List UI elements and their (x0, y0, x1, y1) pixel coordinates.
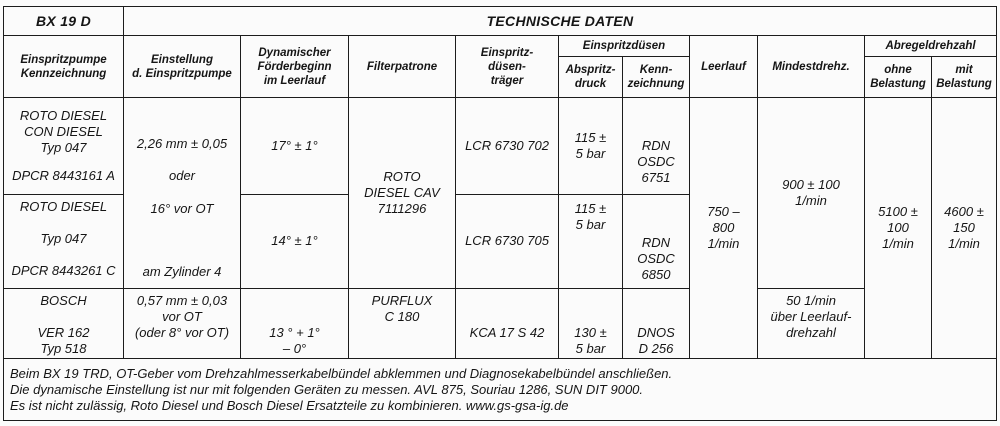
header-setting: Einstellung d. Einspritzpumpe (124, 36, 241, 98)
title-row (4, 7, 997, 36)
header-marking: Kenn- zeichnung (623, 57, 690, 98)
with-load-cell: 4600 ± 150 1/min (932, 98, 997, 359)
dynamic-cell-r1: 17° ± 1° (241, 98, 349, 195)
pump-cell-r1: ROTO DIESEL CON DIESEL Typ 047 DPCR 8443161 A (4, 98, 124, 195)
min-speed-cell: 900 ± 100 1/min (758, 98, 865, 289)
marking-cell-r1: RDN OSDC 6751 (623, 98, 690, 195)
marking-cell-r2: RDN OSDC 6850 (623, 194, 690, 289)
header-carrier: Einspritz- düsen- träger (456, 36, 559, 98)
header-no-load: ohne Belastung (865, 57, 932, 98)
table-row (4, 289, 997, 359)
carrier-cell-r2: LCR 6730 705 (456, 194, 559, 289)
notes-row (4, 359, 997, 421)
header-nozzles: Einspritzdüsen (559, 36, 690, 57)
pump-cell-r2: ROTO DIESEL Typ 047 DPCR 8443261 C (4, 194, 124, 289)
header-filter: Filterpatrone (349, 36, 456, 98)
pump-cell-r3: BOSCH VER 162 Typ 518 (4, 289, 124, 359)
dynamic-cell-r2: 14° ± 1° (241, 194, 349, 289)
pressure-cell-r3: 130 ± 5 bar (559, 289, 623, 359)
header-min-speed: Mindestdrehz. (758, 36, 865, 98)
setting-cell-r3: 0,57 mm ± 0,03 vor OT (oder 8° vor OT) (124, 289, 241, 359)
note-line: Die dynamische Einstellung ist nur mit folgenden Geräten zu messen. AVL 875, Souriau 1286, SUN DIT 9000. (10, 381, 644, 397)
technical-data-table (3, 6, 997, 421)
idle-cell: 750 – 800 1/min (690, 98, 758, 359)
header-cutoff: Abregeldrehzahl (865, 36, 997, 57)
filter-cell-r3: PURFLUX C 180 (349, 289, 456, 359)
filter-cell: ROTO DIESEL CAV 7111296 (349, 98, 456, 289)
model-cell: BX 19 D (4, 7, 124, 36)
header-pressure: Abspritz- druck (559, 57, 623, 98)
table-title: TECHNISCHE DATEN (124, 7, 997, 36)
setting-cell: 2,26 mm ± 0,05 oder 16° vor OT am Zylinder 4 (124, 98, 241, 289)
header-pump: Einspritzpumpe Kennzeichnung (4, 36, 124, 98)
header-with-load: mit Belastung (932, 57, 997, 98)
min-speed-cell-r3: 50 1/min über Leerlauf- drehzahl (758, 289, 865, 359)
marking-cell-r3: DNOS D 256 (623, 289, 690, 359)
carrier-cell-r1: LCR 6730 702 (456, 98, 559, 195)
carrier-cell-r3: KCA 17 S 42 (456, 289, 559, 359)
table-row (4, 98, 997, 195)
notes-cell (4, 359, 997, 421)
dynamic-cell-r3: 13 ° + 1° – 0° (241, 289, 349, 359)
header-row-1 (4, 36, 997, 57)
no-load-cell: 5100 ± 100 1/min (865, 98, 932, 359)
note-line: Beim BX 19 TRD, OT-Geber vom Drehzahlmesserkabelbündel abklemmen und Diagnosekabelbündel anschließen. (10, 365, 673, 381)
pressure-cell-r1: 115 ± 5 bar (559, 98, 623, 195)
header-idle: Leerlauf (690, 36, 758, 98)
header-dynamic: Dynamischer Förderbeginn im Leerlauf (241, 36, 349, 98)
pressure-cell-r2: 115 ± 5 bar (559, 194, 623, 289)
note-line: Es ist nicht zulässig, Roto Diesel und Bosch Diesel Ersatzteile zu kombinieren. www.gs-gsa-ig.de (10, 397, 569, 413)
